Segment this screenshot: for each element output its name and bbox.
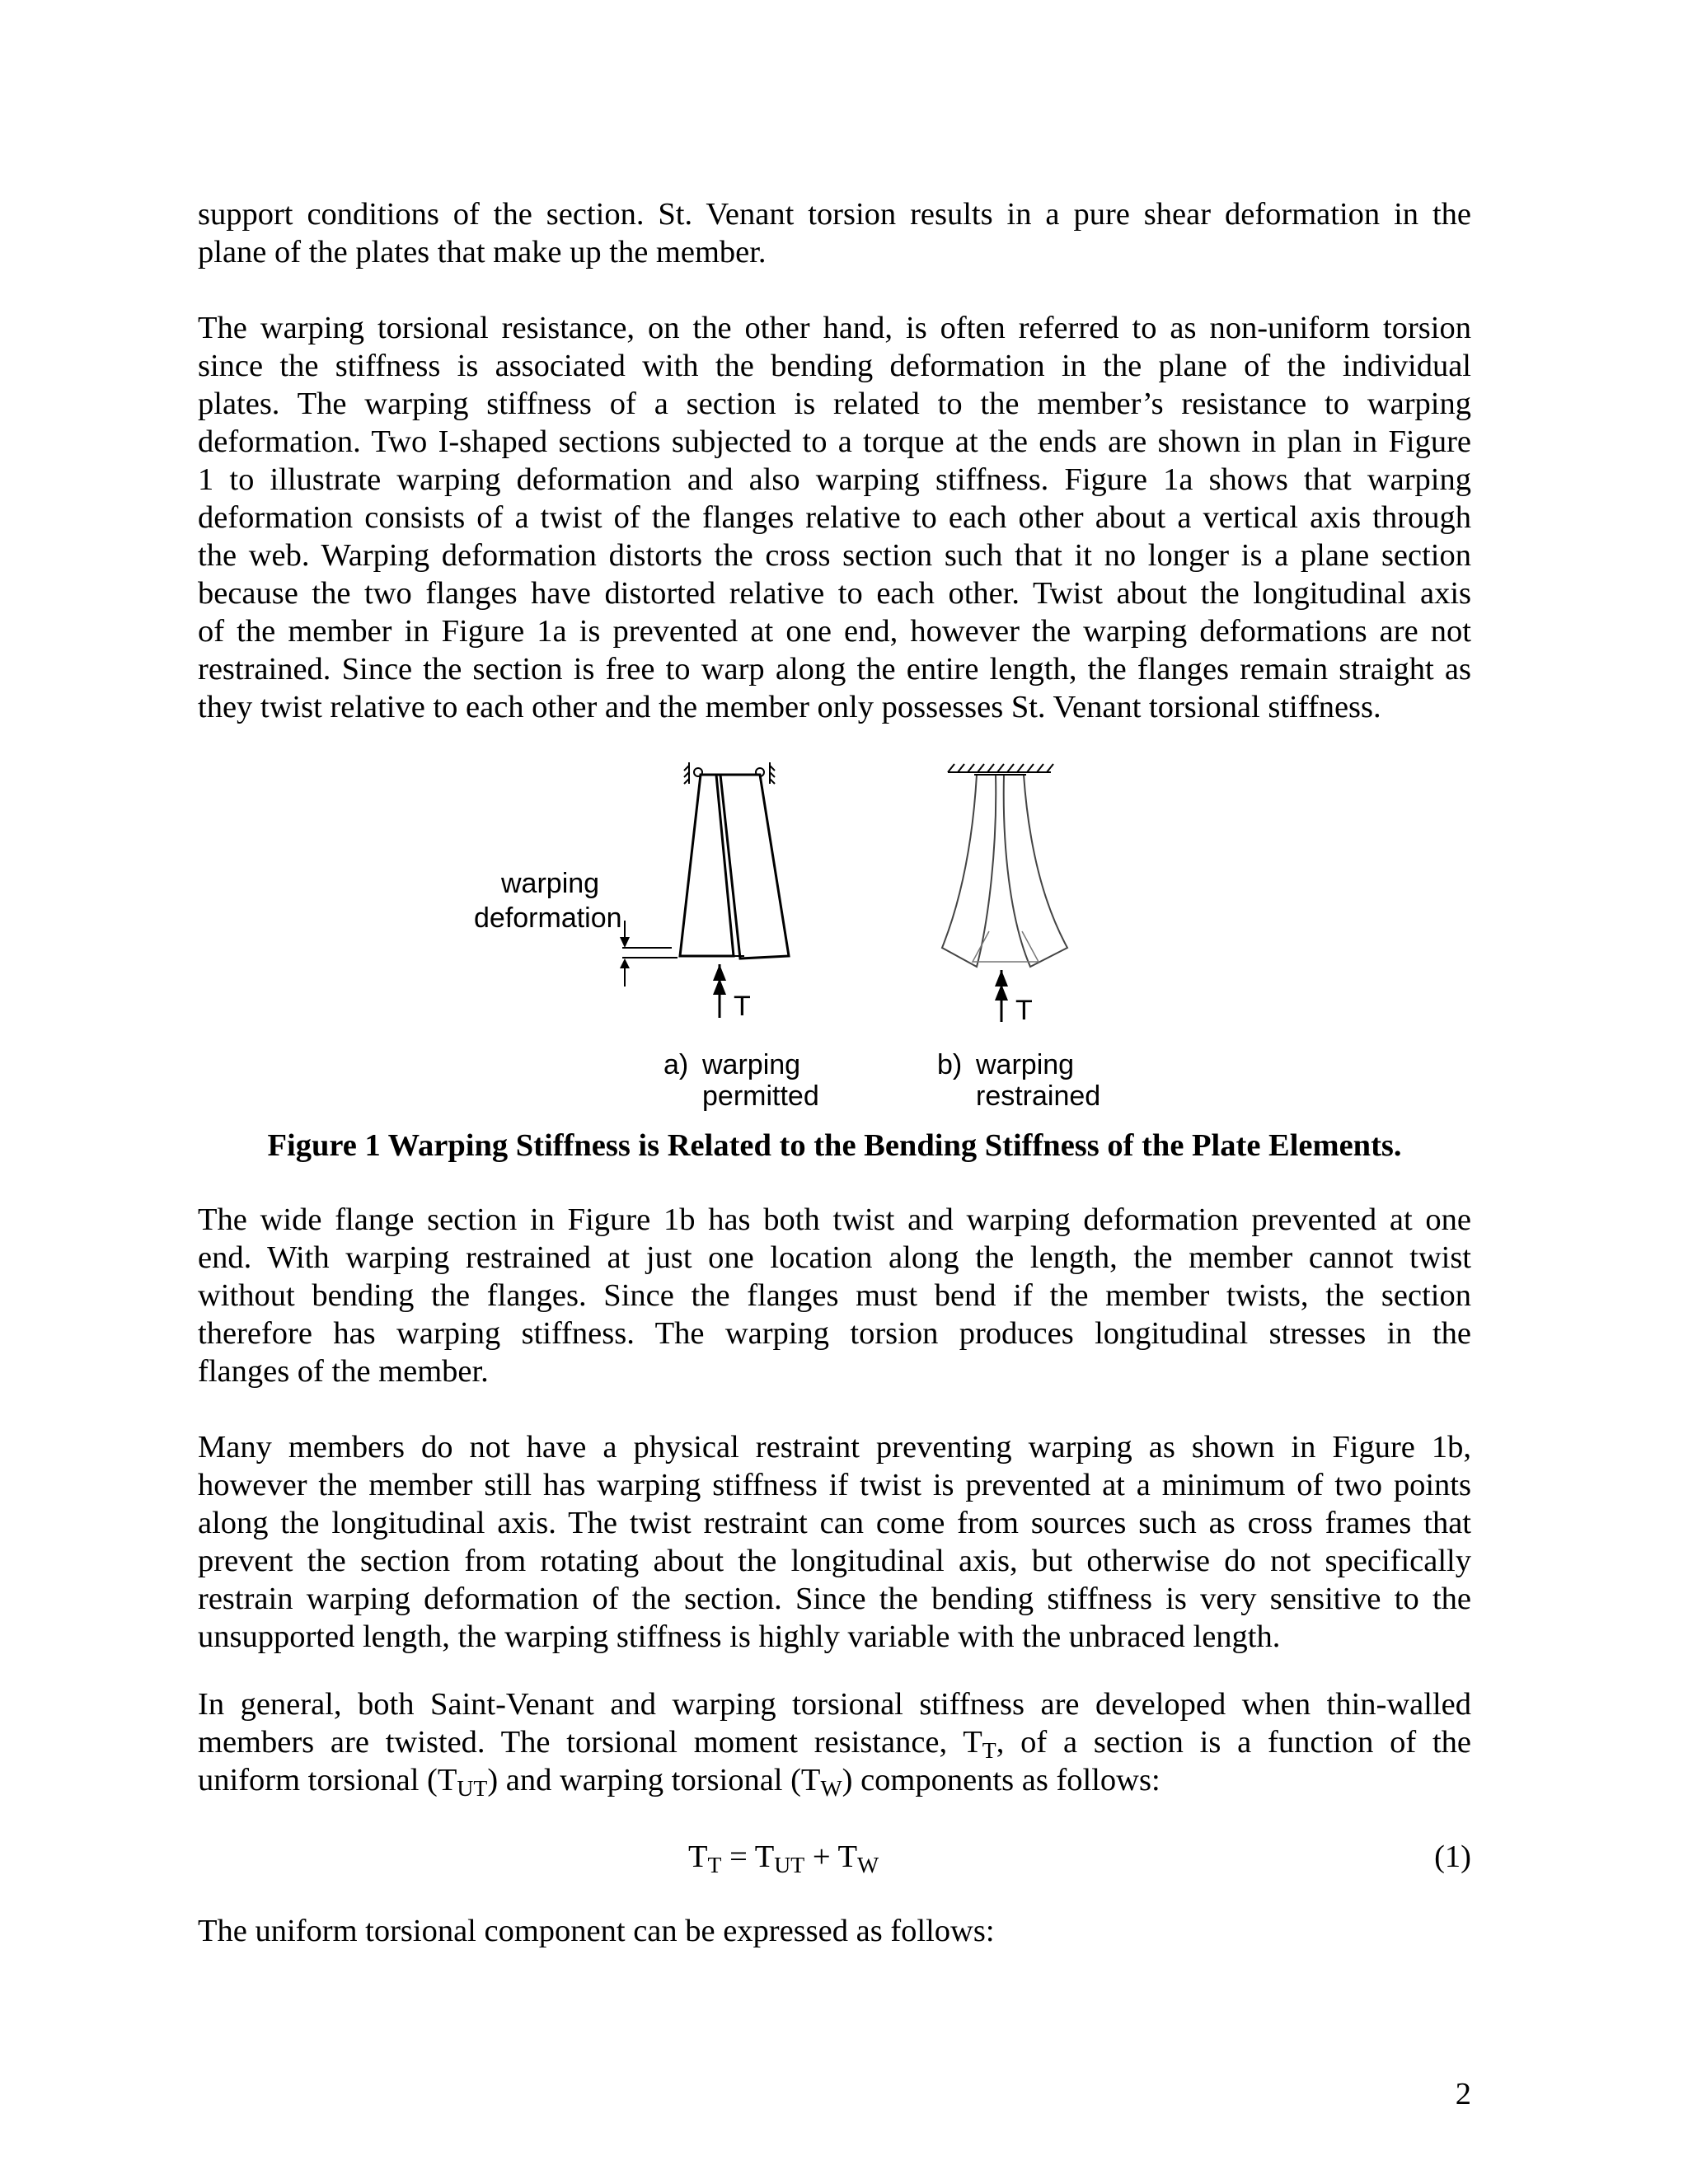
subfigure-b-line1: warping: [976, 1049, 1075, 1080]
text-line: restrain warping deformation of the section. Since the bending stiffness is very sensitive to the: [198, 1582, 1471, 1616]
label-deformation: deformation: [474, 902, 622, 934]
text-line: uniform torsional $(T_{UT})$ and warping torsional $(T_W)$ components as follows:: [198, 1763, 1160, 1801]
text-line: deformation. Two I-shaped sections subjected to a torque at the ends are shown in plan in Figure: [198, 424, 1471, 459]
text-line: because the two flanges have distorted relative to each other. Twist about the longitudinal axis: [198, 576, 1471, 611]
text-line: In general, both Saint-Venant and warping torsional stiffness are developed when thin-walled: [198, 1687, 1471, 1722]
text-line: Many members do not have a physical restraint preventing warping as shown in Figure 1b,: [198, 1430, 1471, 1465]
paragraph-warping-resistance: [198, 309, 1471, 726]
text-line: without bending the flanges. Since the flanges must bend if the member twists, the section: [198, 1278, 1471, 1313]
subfigure-a-line2: permitted: [702, 1080, 819, 1112]
text-line: deformation consists of a twist of the flanges relative to each other about a vertical axis through: [198, 500, 1471, 535]
paragraph-uniform-component: [198, 1912, 1471, 1950]
text-line: The warping torsional resistance, on the other hand, is often referred to as non-uniform torsion: [198, 311, 1471, 345]
text-line: The uniform torsional component can be expressed as follows:: [198, 1914, 995, 1948]
equation-body: $T_T = T_{UT} + T_W$: [688, 1840, 879, 1877]
text-line: support conditions of the section. St. Venant torsion results in a pure shear deformation in the: [198, 197, 1471, 232]
text-line: they twist relative to each other and the member only possesses St. Venant torsional stiffness.: [198, 690, 1381, 724]
subfigure-b-line2: restrained: [976, 1080, 1101, 1112]
text-line: however the member still has warping stiffness if twist is prevented at a minimum of two points: [198, 1468, 1471, 1502]
text-line: 1 to illustrate warping deformation and also warping stiffness. Figure 1a shows that warping: [198, 462, 1471, 497]
text-line: unsupported length, the warping stiffness is highly variable with the unbraced length.: [198, 1619, 1281, 1654]
text-line: flanges of the member.: [198, 1354, 489, 1389]
text-line: along the longitudinal axis. The twist restraint can come from sources such as cross frames that: [198, 1506, 1471, 1540]
text-line: members are twisted. The torsional moment resistance, $T_T$, of a section is a function of the: [198, 1725, 1471, 1763]
figure-warping-stiffness: [462, 754, 1162, 1121]
page-number: 2: [1455, 2077, 1471, 2111]
text-line: the web. Warping deformation distorts the cross section such that it no longer is a plane section: [198, 538, 1471, 573]
subfigure-a-line1: warping: [702, 1049, 801, 1080]
text-line: therefore has warping stiffness. The warping torsion produces longitudinal stresses in the: [198, 1316, 1471, 1351]
paragraph-twist-restraint: [198, 1428, 1471, 1656]
text-line: plates. The warping stiffness of a section is related to the member’s resistance to warping: [198, 387, 1471, 421]
paragraph-st-venant-shear: [198, 195, 1471, 271]
text-line: prevent the section from rotating about the longitudinal axis, but otherwise do not specifically: [198, 1544, 1471, 1578]
paragraph-torsional-moment: [198, 1685, 1471, 1799]
torque-label-b: T: [1015, 995, 1033, 1026]
flange-right-b: [1004, 775, 1067, 967]
text-line: restrained. Since the section is free to warp along the entire length, the flanges remain straight as: [198, 652, 1471, 687]
text-line: since the stiffness is associated with the bending deformation in the plane of the individual: [198, 349, 1471, 383]
label-warping: warping: [501, 868, 600, 899]
equation-1: [198, 1838, 1471, 1876]
subfigure-a-letter: a): [663, 1049, 689, 1080]
text-line: plane of the plates that make up the member.: [198, 235, 767, 269]
equation-number: (1): [1434, 1840, 1471, 1874]
fixed-support: [948, 764, 1053, 772]
text-line: of the member in Figure 1a is prevented at one end, however the warping deformations are not: [198, 614, 1471, 649]
subfigure-b-letter: b): [937, 1049, 963, 1080]
torque-label-a: T: [734, 991, 751, 1022]
flange-left-b: [942, 775, 996, 967]
figure-caption: Figure 1 Warping Stiffness is Related to the Bending Stiffness of the Plate Elements.: [267, 1128, 1402, 1163]
text-line: end. With warping restrained at just one location along the length, the member cannot twist: [198, 1240, 1471, 1275]
text-line: The wide flange section in Figure 1b has both twist and warping deformation prevented at one: [198, 1202, 1471, 1237]
paragraph-wide-flange: [198, 1201, 1471, 1390]
warping-diagram: [462, 754, 1162, 1121]
